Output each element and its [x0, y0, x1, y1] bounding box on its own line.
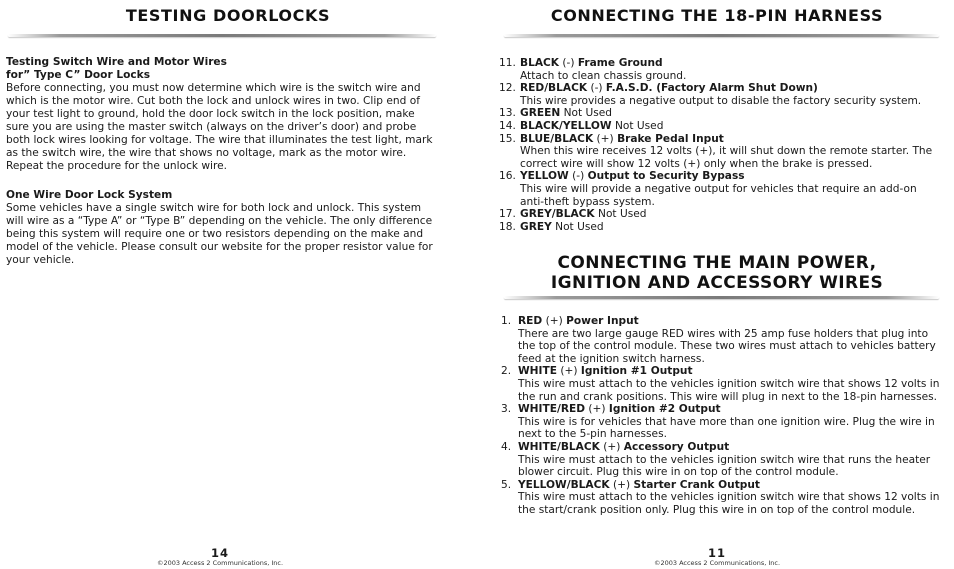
- wire-color: GREY/BLACK: [520, 208, 595, 221]
- wire-description: This wire provides a negative output to disable the factory security system.: [520, 94, 922, 107]
- page-number: 11: [707, 546, 726, 560]
- wire-color: WHITE/BLACK: [518, 440, 600, 453]
- item-number: 2.: [501, 365, 512, 378]
- wire-description: When this wire receives 12 volts (+), it will shut down the remote starter. The correct wire will show 12 volts (+) only when the brake is pressed.: [520, 145, 933, 170]
- harness-wire-list: [499, 57, 941, 233]
- list-item: [499, 82, 941, 107]
- page-number: 14: [210, 546, 229, 560]
- wire-color: BLUE/BLACK: [520, 132, 594, 145]
- list-item: [499, 221, 941, 234]
- wire-description: This wire must attach to the vehicles ignition switch wire that shows 12 volts in the run and crank positions. This wire will plug in next to the 18-pin harnesses.: [518, 377, 940, 403]
- page-footer: [647, 547, 787, 568]
- list-item: [501, 365, 941, 403]
- item-number: 15.: [499, 132, 516, 145]
- wire-color: GREY: [520, 220, 552, 233]
- section-title: [507, 253, 927, 293]
- wire-status: Not Used: [598, 208, 647, 221]
- wire-polarity: (+): [545, 315, 563, 327]
- item-number: 11.: [499, 57, 516, 69]
- section-heading: One Wire Door Lock System: [6, 189, 173, 201]
- page-title: TESTING DOORLOCKS: [125, 6, 331, 25]
- right-page: [477, 0, 954, 569]
- list-item: [499, 133, 941, 171]
- list-item: [499, 170, 941, 208]
- section-divider: [504, 296, 939, 299]
- section-title-line: CONNECTING THE MAIN POWER,: [557, 253, 877, 273]
- section-title-line: IGNITION AND ACCESSORY WIRES: [550, 273, 884, 293]
- section-body: Some vehicles have a single switch wire for both lock and unlock. This system will wire as a “Type A” or “Type B” depending on the vehicle. The only difference being this system will require one or two resistors depending on the make and model of the vehicle. Please consult our website for the proper resistor value for your vehicle.: [6, 202, 433, 266]
- wire-color: BLACK/YELLOW: [520, 119, 612, 132]
- page-footer: [150, 547, 290, 568]
- wire-polarity: (-): [572, 170, 585, 183]
- item-number: 4.: [501, 440, 512, 453]
- copyright-notice: ©2003 Access 2 Communications, Inc.: [156, 559, 284, 567]
- section-heading-continued: for” Type C” Door Locks: [6, 69, 151, 81]
- wire-description: Attach to clean chassis ground.: [520, 69, 687, 82]
- wire-function: Ignition #2 Output: [608, 403, 721, 416]
- copyright-notice: ©2003 Access 2 Communications, Inc.: [653, 559, 781, 567]
- wire-function: Accessory Output: [623, 440, 730, 453]
- list-item: [501, 479, 941, 517]
- wire-color: RED: [518, 315, 543, 327]
- wire-status: Not Used: [555, 220, 604, 233]
- section-testing-switch-wire: [6, 56, 436, 173]
- section-heading: Testing Switch Wire and Motor Wires: [6, 56, 227, 68]
- item-number: 3.: [501, 403, 512, 416]
- wire-description: This wire will provide a negative output for vehicles that require an add-on anti-theft bypass system.: [520, 182, 917, 208]
- wire-polarity: (+): [588, 403, 606, 416]
- wire-description: This wire is for vehicles that have more than one ignition wire. Plug the wire in next to the 5-pin harnesses.: [518, 415, 935, 441]
- wire-function: Starter Crank Output: [633, 478, 760, 491]
- wire-color: RED/BLACK: [520, 82, 588, 95]
- wire-color: WHITE/RED: [518, 403, 586, 416]
- item-number: 16.: [499, 170, 516, 183]
- wire-function: Brake Pedal Input: [617, 132, 724, 145]
- item-number: 14.: [499, 119, 516, 132]
- wire-polarity: (+): [596, 132, 614, 145]
- wire-color: YELLOW: [520, 170, 569, 183]
- page-title: CONNECTING THE 18-PIN HARNESS: [550, 6, 884, 25]
- item-number: 13.: [499, 107, 516, 120]
- wire-description: There are two large gauge RED wires with 25 amp fuse holders that plug into the top of the control module. These two wires must attach to vehicles battery feed at the ignition switch harness.: [518, 327, 936, 365]
- wire-polarity: (+): [603, 440, 621, 453]
- wire-status: Not Used: [563, 107, 613, 120]
- wire-color: YELLOW/BLACK: [518, 478, 610, 491]
- list-item: [501, 441, 941, 479]
- wire-status: Not Used: [614, 119, 664, 132]
- wire-polarity: (+): [612, 478, 631, 491]
- wire-description: This wire must attach to the vehicles ignition switch wire that shows 12 volts in the start/crank position only. Plug this wire in on top of the control module.: [518, 491, 940, 516]
- list-item: [499, 107, 941, 120]
- item-number: 1.: [501, 315, 512, 327]
- wire-function: Ignition #1 Output: [580, 365, 693, 378]
- wire-polarity: (-): [562, 57, 575, 69]
- section-one-wire-door-lock: [6, 189, 436, 267]
- wire-description: This wire must attach to the vehicles ignition switch wire that runs the heater blower circuit. Plug this wire in on top of the control module.: [518, 453, 931, 479]
- power-wire-list: [501, 315, 941, 517]
- wire-function: F.A.S.D. (Factory Alarm Shut Down): [605, 82, 818, 95]
- wire-polarity: (+): [560, 365, 578, 378]
- list-item: [499, 57, 941, 82]
- item-number: 17.: [499, 208, 516, 221]
- list-item: [501, 403, 941, 441]
- wire-polarity: (-): [590, 82, 603, 95]
- item-number: 5.: [501, 478, 512, 491]
- list-item: [499, 120, 941, 133]
- wire-function: Output to Security Bypass: [587, 170, 745, 183]
- wire-color: WHITE: [518, 365, 557, 378]
- wire-function: Power Input: [566, 315, 639, 327]
- item-number: 18.: [499, 220, 516, 233]
- section-body: Before connecting, you must now determine which wire is the switch wire and which is the motor wire. Cut both the lock and unlock wires in two. Clip end of your test light to ground, hold the door lock switch in the lock position, make sure you are using the master switch (always on the driver’s door) and probe both lock wires looking for voltage. The wire that illuminates the test light, mark as the switch wire, the wire that shows no voltage, mark as the motor wire. Repeat the procedure for the unlock wire.: [6, 82, 433, 172]
- list-item: [501, 315, 941, 365]
- wire-color: BLACK: [520, 57, 560, 69]
- title-divider: [504, 34, 939, 37]
- item-number: 12.: [499, 82, 516, 95]
- wire-color: GREEN: [520, 107, 561, 120]
- wire-function: Frame Ground: [577, 57, 663, 69]
- title-divider: [8, 34, 436, 37]
- list-item: [499, 208, 941, 221]
